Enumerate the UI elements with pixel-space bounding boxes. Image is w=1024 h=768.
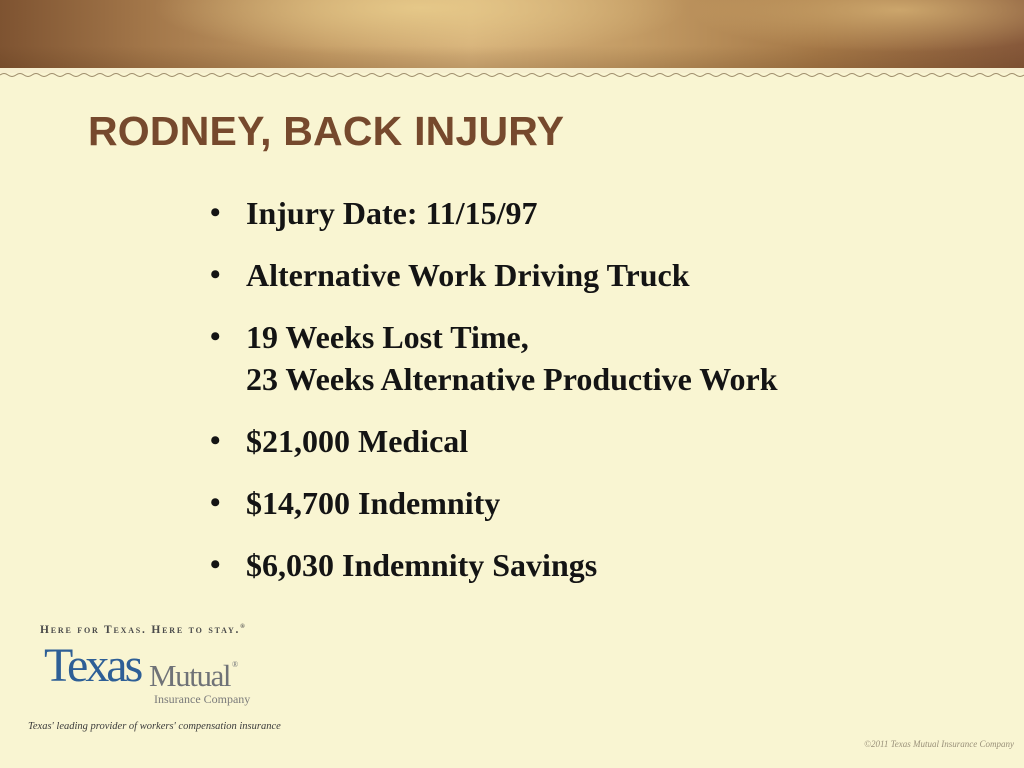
bullet-item xyxy=(208,482,928,524)
bullet-glyph: • xyxy=(210,196,221,229)
bullet-text-continued: 23 Weeks Alternative Productive Work xyxy=(246,361,778,397)
bullet-item xyxy=(208,316,928,400)
logo-caption: Texas' leading provider of workers' compensation insurance xyxy=(28,721,281,732)
bullet-text: $21,000 Medical xyxy=(246,423,469,459)
bullet-item xyxy=(208,254,928,296)
bullet-text: $6,030 Indemnity Savings xyxy=(246,547,598,583)
logo-texas-word: Texas xyxy=(44,639,141,692)
top-decorative-band xyxy=(0,0,1024,68)
logo-company-text: Insurance Company xyxy=(154,692,251,706)
bullet-item xyxy=(208,420,928,462)
bullet-text: $14,700 Indemnity xyxy=(246,485,501,521)
bullet-glyph: • xyxy=(210,320,221,353)
bullet-text: Injury Date: 11/15/97 xyxy=(246,195,538,231)
copyright-notice: ©2011 Texas Mutual Insurance Company xyxy=(864,739,1014,749)
bullet-list xyxy=(208,192,928,606)
logo-registered-mark: ® xyxy=(232,660,239,669)
bullet-glyph: • xyxy=(210,548,221,581)
bullet-item xyxy=(208,192,928,234)
bullet-glyph: • xyxy=(210,424,221,457)
bullet-text: 19 Weeks Lost Time, xyxy=(246,319,529,355)
tagline-text: Here for Texas. Here to stay. xyxy=(40,624,241,636)
logo-mutual-word: Mutual xyxy=(149,658,231,693)
wavy-rule xyxy=(0,71,1024,79)
company-tagline xyxy=(40,624,247,636)
bullet-text: Alternative Work Driving Truck xyxy=(246,257,690,293)
bullet-glyph: • xyxy=(210,486,221,519)
bullet-item xyxy=(208,544,928,586)
texas-mutual-logo xyxy=(44,639,251,710)
slide-title: RODNEY, BACK INJURY xyxy=(88,108,565,154)
bullet-glyph: • xyxy=(210,258,221,291)
tagline-registered-mark: ® xyxy=(240,624,247,631)
